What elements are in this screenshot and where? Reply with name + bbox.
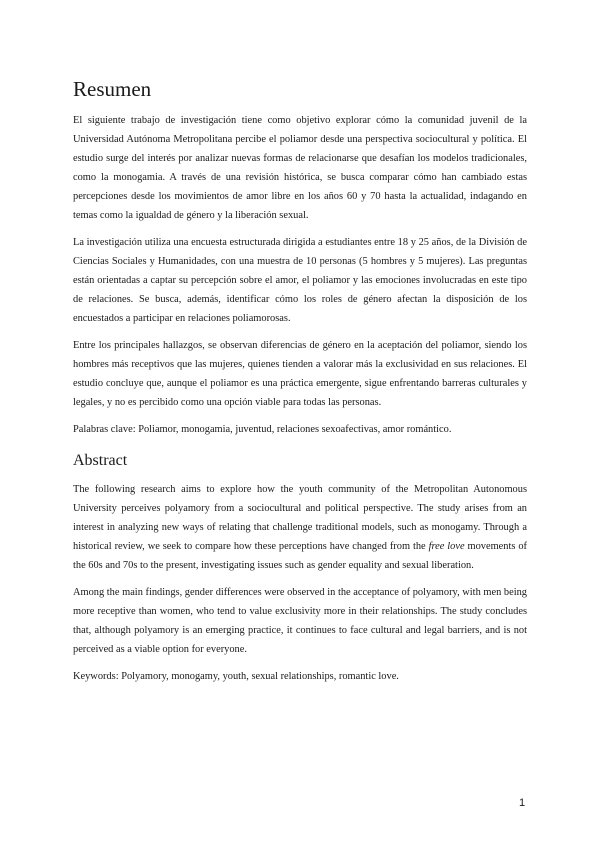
abstract-paragraph-2: Among the main findings, gender differences were observed in the acceptance of polyamory, with men being more receptive than women, who tend to value exclusivity more in their relationships. The study concludes that, although polyamory is an emerging practice, it continues to face cultural and legal barriers, and is not perceived as a viable option for everyone. (73, 587, 527, 655)
abstract-p1-text-end: movements of the 60s and 70s to the present, investigating issues such as gender equality and sexual liberation. (73, 541, 527, 571)
resumen-paragraph-2: La investigación utiliza una encuesta estructurada dirigida a estudiantes entre 18 y 25 años, de la División de Ciencias Sociales y Humanidades, con una muestra de 10 personas (5 hombres y 5 mujeres). Las preguntas están orientadas a captar su percepción sobre el amor, el poliamor y las emociones involucradas en este tipo de relaciones. Se busca, además, identificar cómo los roles de género afectan la disposición de los encuestados a participar en relaciones poliamorosas. (73, 237, 527, 324)
resumen-keywords: Palabras clave: Poliamor, monogamia, juventud, relaciones sexoafectivas, amor romántico. (73, 424, 452, 435)
page-number: 1 (519, 797, 526, 809)
abstract-p1-text-start: The following research aims to explore how the youth community of the Metropolitan Autonomous University perceives polyamory from a sociocultural and political perspective. The study arises from an interest in analyzing new ways of relating that challenge traditional models, such as monogamy. Through a historical review, we seek to compare how these perceptions have changed from the (73, 484, 527, 552)
abstract-p1-italic-term: free love (428, 541, 465, 552)
abstract-paragraph-1 (73, 480, 527, 575)
abstract-heading: Abstract (73, 452, 128, 469)
page-content (73, 76, 527, 692)
abstract-keywords: Keywords: Polyamory, monogamy, youth, sexual relationships, romantic love. (73, 671, 399, 682)
resumen-heading: Resumen (73, 77, 152, 101)
resumen-paragraph-3: Entre los principales hallazgos, se observan diferencias de género en la aceptación del poliamor, siendo los hombres más receptivos que las mujeres, quienes tienden a valorar más la exclusividad en sus relaciones. El estudio concluye que, aunque el poliamor es una práctica emergente, sigue enfrentando barreras culturales y legales, y no es percibido como una opción viable para todas las personas. (73, 340, 527, 408)
resumen-paragraph-1: El siguiente trabajo de investigación tiene como objetivo explorar cómo la comunidad juvenil de la Universidad Autónoma Metropolitana percibe el poliamor desde una perspectiva sociocultural y política. El estudio surge del interés por analizar nuevas formas de relacionarse que desafían los modelos tradicionales, como la monogamia. A través de una revisión histórica, se busca comparar cómo han cambiado estas percepciones desde los movimientos de amor libre en los años 60 y 70 hasta la actualidad, indagando en temas como la igualdad de género y la liberación sexual. (73, 115, 527, 221)
